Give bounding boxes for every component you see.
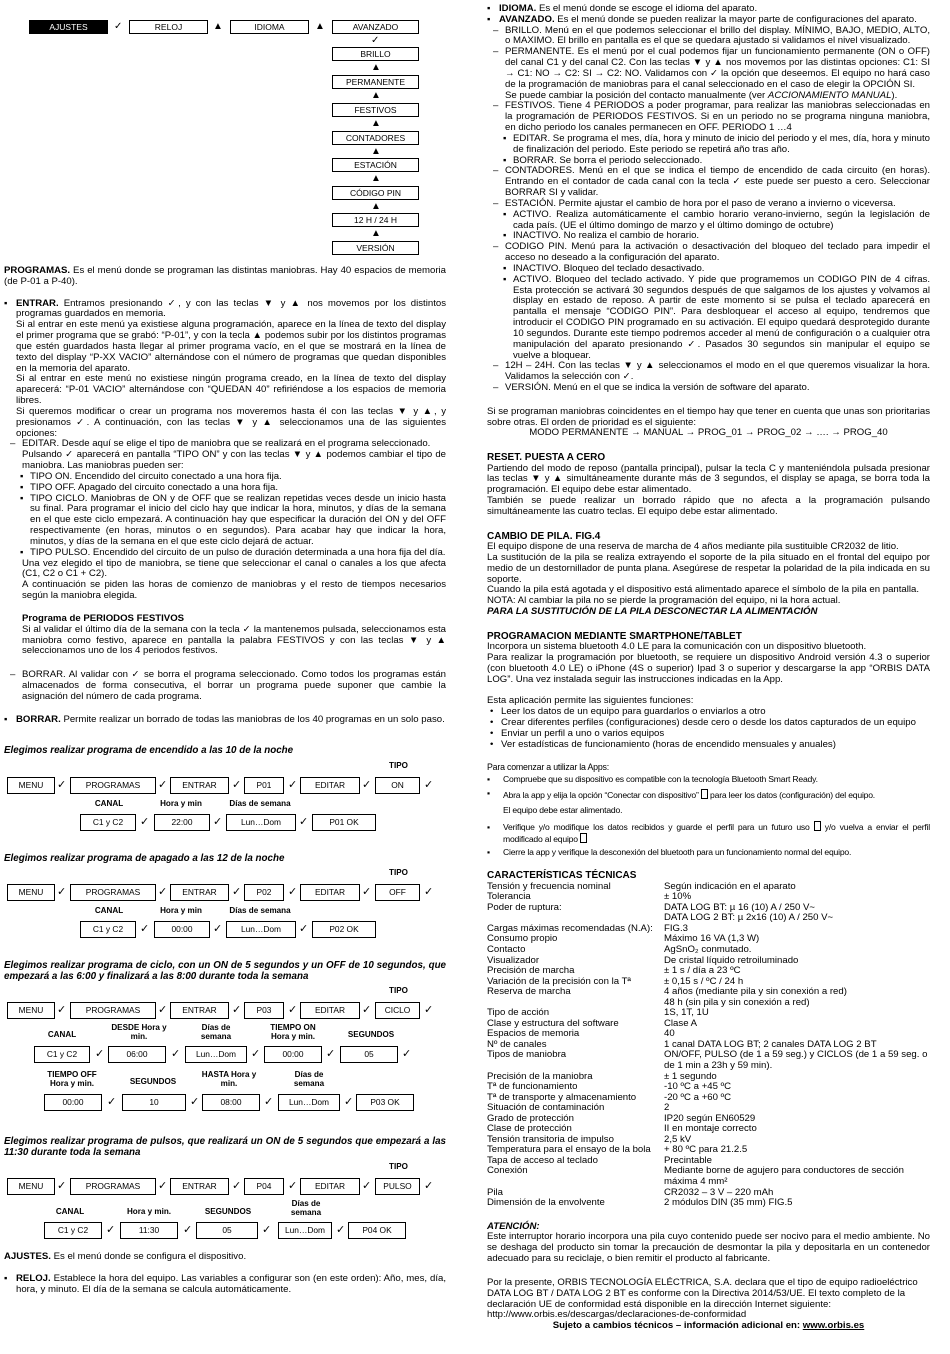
bluetooth-function-item: • Crear diferentes perfiles (configuraciones) desde cero o desde los datos capturados de un equipo [487,718,930,729]
check-icon: ✓ [158,1179,168,1192]
label-tipo: TIPO [389,760,408,770]
spec-key: Tipo de acción [487,1007,550,1019]
bluetooth-step: ▪ Compruebe que su dispositivo es compatible con la tecnología Bluetooth Smart Ready. [487,775,930,785]
codigo-activo-item: ▪ ACTIVO. Bloqueo del teclado activado. Y pide que programemos un CODIGO PIN de 4 cifras. Esta protección se activará 30 segundos después de que salgamos de los ajustes y volvamos al display en estado de reposo. A partir de este momento si se pulsa el teclado aparecerá en pantalla el mensaje “CODIGO PIN”. Para desbloquear el acceso al equipo, tendremos que introducir el CODIGO PIN programado en su activación. El equipo quedará desprotegido durante 10 segundos. Durante este tiempo podremos acceder al menú de configuración o a cualquier otra manipulación del aparato presionando ✓. Pasados 30 segundos sin manipular el equipo se vuelve a bloquear. [487,275,930,362]
check-icon: ✓ [232,1003,242,1016]
arrow-up-icon: ▲ [315,21,325,32]
check-icon: ✓ [288,1003,298,1016]
document-icon [814,821,821,831]
spec-key: Tolerancia [487,891,531,903]
spec-key: Cargas máximas recomendadas (N.A): [487,922,653,934]
check-icon: ✓ [424,1179,434,1192]
label-hora-min: Hora y min [160,798,202,808]
festivos-paragraph: Si al validar el último día de la semana con la tecla ✓ la mantenemos pulsada, seleccionamos esta maniobra como festivo, aparece en pantalla la palabra FESTIVOS y con las teclas ▼ y ▲ seleccionamos uno de los 4 periodos festivos. [22,623,446,657]
check-icon: ✓ [424,885,434,898]
check-icon: ✓ [190,1095,200,1108]
ajustes-paragraph: AJUSTES. Es el menú donde se configura el dispositivo. [4,1250,247,1262]
menu-box-brillo: BRILLO [332,47,419,61]
bluetooth-step: ▪ Cierre la app y verifique la desconexión del bluetooth para un funcionamiento normal del equipo. [487,848,930,858]
prioridad-paragraph: Si se programan maniobras coincidentes en el tiempo hay que tener en cuenta que unas son prioritarias sobre otras. El orden de prioridad es el siguiente: [487,405,930,428]
check-icon: ✓ [362,778,372,791]
flow-box-ok: P01 OK [312,814,376,831]
check-icon: ✓ [232,1179,242,1192]
flow-box-program-number: P04 [244,1178,284,1195]
borrar-option: – BORRAR. Al validar con ✓ se borra el programa seleccionado. Como todos los programas están almacenados de forma consecutiva, el borrar un programa puede suponer que cambie la asignación del número de cada programa. [4,670,446,702]
flow-box-dias: Lun…Dom [226,814,296,831]
check-icon: ✓ [402,1047,412,1060]
spec-value: 2,5 kV [664,1133,692,1145]
check-icon: ✓ [424,1003,434,1016]
spec-row [487,945,930,956]
arrow-up-icon: ▲ [371,201,381,212]
check-icon: ✓ [107,1095,117,1108]
check-icon: ✓ [362,885,372,898]
check-icon: ✓ [362,1179,372,1192]
spec-key: Tª de funcionamiento [487,1081,578,1093]
flow-box-entrar: ENTRAR [170,777,229,794]
flow-box-tiempo-on: 00:00 [264,1046,322,1063]
check-icon: ✓ [264,1095,274,1108]
flow-box-programas: PROGRAMAS [70,1178,156,1195]
right-column [487,4,930,1332]
flow-box-canal: C1 y C2 [34,1046,90,1063]
spec-key: Clase de protección [487,1123,572,1135]
spec-key: Temperatura para el ensayo de la bola [487,1144,651,1156]
declaracion-paragraph: Por la presente, ORBIS TECNOLOGÍA ELÉCTRICA, S.A. declara que el tipo de equipo radioeléctrico DATA LOG BT / DATA LOG 2 BT es conforme con la Directiva 2014/53/UE. El texto completo de la declaración UE de conformidad está disponible en la dirección Internet siguiente: http://www.orbis.es/descargas/declaraciones-de-conformidad [487,1276,918,1321]
spec-value: 4 años (mediante pila y sin conexión a red) [664,986,847,998]
arrow-up-icon: ▲ [371,228,381,239]
arrow-up-icon: ▲ [371,90,381,101]
spec-value: Precintable [664,1154,712,1166]
spec-value: ± 1 segundo [664,1070,717,1082]
prioridad-line: MODO PERMANENTE → MANUAL → PROG_01 → PROG_02 → …. → PROG_40 [529,427,888,439]
check-icon: ✓ [158,885,168,898]
check-icon: ✓ [424,778,434,791]
flow-box-ok: P04 OK [348,1222,406,1239]
reset-paragraph-1: Partiendo del modo de reposo (pantalla principal), pulsar la tecla C y manteniéndola pulsada presionar las teclas ▼ y ▲ simultáneamente durante más de 3 segundos, el display se apaga, se borra toda la programación. El equipo debe estar alimentado. [487,462,930,496]
spec-value: 2 módulos DIN (35 mm) FIG.5 [664,1197,793,1209]
codigo-pin-item: – CODIGO PIN. Menú para la activación o desactivación del bloqueo del teclado para impedir el acceso no deseado a la configuración del aparato. [487,242,930,264]
label-tipo: TIPO [389,867,408,877]
flow-box-hora: 00:00 [154,921,210,938]
editar-option: – EDITAR. Desde aquí se elige el tipo de maniobra que se realizará en el programa seleccionado. Pulsando ✓ aparecerá en pantalla “TIPO ON” y con las teclas ▼ y ▲ podemos cambiar el tipo de maniobra. Las maniobras pueden ser: [4,439,446,471]
label-tiempo-on: TIEMPO ON Hora y min. [270,1022,316,1041]
menu-box-idioma: IDIOMA [230,20,309,34]
menu-box-estacion: ESTACIÓN [332,158,419,172]
check-icon: ✓ [57,1003,67,1016]
menu-tree-diagram [4,0,446,262]
label-dias: Días de semana [293,1069,325,1088]
arrow-up-icon: ▲ [371,173,381,184]
spec-value: -10 ºC a +45 ºC [664,1081,732,1093]
flow-box-entrar: ENTRAR [170,1178,229,1195]
tipo-ciclo-item: ▪ TIPO CICLO. Maniobras de ON y de OFF que se realizan repetidas veces desde un inicio hasta su final. Para programar el inicio del ciclo hay que indicar la hora, minutos, y días de la semana en el que este ciclo empezará. A continuación hay que especificar la duración del ON y del OFF respectivamente (en horas, minutos o en segundos). Para acabar hay que indicar la hora, minutos, y días de la semana en el que este ciclo dejará de actuar. [4,494,446,548]
flow-box-desde: 06:00 [108,1046,166,1063]
menu-box-codigo-pin: CÓDIGO PIN [332,186,419,200]
avanzado-section: ▪ AVANZADO. Es el menú donde se pueden realizar la mayor parte de configuraciones del aparato. [487,15,930,26]
menu-box-version: VERSIÓN [332,241,419,255]
check-icon: ✓ [57,1179,67,1192]
pila-paragraph-3: Cuando la pila está agotada y el dispositivo está alimentado aparece el símbolo de la pila en pantalla. [487,584,919,596]
festivos-heading: Programa de PERIODOS FESTIVOS [22,612,185,624]
flow-box-entrar: ENTRAR [170,884,229,901]
pila-paragraph-4: NOTA: Al cambiar la pila no se pierde la programación del equipo, ni la hora actual. [487,595,841,607]
spec-key: Nº de canales [487,1038,547,1050]
flow-box-program-number: P02 [244,884,284,901]
flow-box-segundos-on: 05 [340,1046,398,1063]
example-1-flow [4,759,446,833]
spec-value: DATA LOG 2 BT: µ 2x16 (10) A / 250 V~ [664,912,834,924]
spec-value: II en montaje correcto [664,1123,757,1135]
check-icon: ✓ [213,922,223,935]
example-4-title: Elegimos realizar programa de pulsos, que realizará un ON de 5 segundos que empezará a las 11:30 durante toda la semana [4,1135,446,1158]
festivos-editar-item: ▪ EDITAR. Se programa el mes, día, hora y minuto de inicio del periodo y el mes, día, hora y minuto de finalización del periodo. Este periodo se repetirá año tras año. [487,134,930,156]
check-icon: ✓ [299,815,309,828]
check-icon: ✓ [171,1047,181,1060]
spec-value: ± 0,15 s / ºC / 24 h [664,975,744,987]
spec-value: Mediante borne de agujero para conductores de sección máxima 4 mm² [664,1165,905,1187]
flow-box-menu: MENU [7,884,55,901]
check-icon: ✓ [344,1095,354,1108]
label-segundos: SEGUNDOS [204,1206,252,1216]
flow-box-editar: EDITAR [300,884,360,901]
label-tiempo-off: TIEMPO OFF Hora y min. [47,1069,97,1088]
label-segundos: SEGUNDOS [129,1076,177,1086]
borrar-all-section: ▪ BORRAR. Permite realizar un borrado de todas las maniobras de los 40 programas en un solo paso. [4,715,446,726]
spec-key: Tensión y frecuencia nominal [487,880,611,892]
footer-line: Sujeto a cambios técnicos – información adicional en: www.orbis.es [552,1320,865,1332]
spec-value: De cristal líquido retroiluminado [664,954,799,966]
check-icon: ✓ [362,1003,372,1016]
device-icon [580,833,587,843]
flow-box-program-number: P03 [244,1002,284,1019]
label-hasta: HASTA Hora y min. [201,1069,257,1088]
arrow-up-icon: ▲ [371,118,381,129]
menu-box-permanente: PERMANENTE [332,75,419,89]
flow-box-editar: EDITAR [300,1002,360,1019]
flow-box-tipo: CICLO [375,1002,420,1019]
check-icon: ✓ [336,1223,346,1236]
menu-box-ajustes: AJUSTES [29,20,108,34]
flow-box-editar: EDITAR [300,777,360,794]
spec-key: Precisión de marcha [487,965,575,977]
spec-value: + 80 ºC para 21.2.5 [664,1144,748,1156]
bluetooth-paragraph-2: Para realizar la programación por bluetooth, se requiere un dispositivo Android versión 4.3 o superior (con bluetooth 4.0 LE) o iPhone (4S o superior) Ipad 3 o superior y descargarse la app “ORBIS DATA LOG”. Una vez instalada seguir las instrucciones indicadas en la App. [487,651,930,685]
flow-box-dias: Lun…Dom [185,1046,247,1063]
flow-box-programas: PROGRAMAS [70,1002,156,1019]
version-item: – VERSIÓN. Menú en el que se indica la versión de software del aparato. [487,383,930,394]
spec-key: Conexión [487,1165,528,1177]
caracteristicas-heading: CARACTERÍSTICAS TÉCNICAS [487,870,637,882]
flow-box-menu: MENU [7,1178,55,1195]
spec-value: FIG.3 [664,922,688,934]
label-segundos: SEGUNDOS [347,1029,395,1039]
tipo-off-item: ▪ TIPO OFF. Apagado del circuito conectado a una hora fija. [4,483,446,494]
flow-box-segundos-off: 10 [122,1094,186,1111]
flow-box-ok: P03 OK [356,1094,414,1111]
bluetooth-step: ▪ Abra la app y elija la opción “Conectar con dispositivo” para leer los datos (configuración) del equipo. El equipo debe estar alimentado. [487,789,930,815]
menu-box-contadores: CONTADORES [332,131,419,145]
label-dias: Días de semana [229,798,291,808]
label-dias: Días de semana [229,905,291,915]
check-icon: ✓ [57,778,67,791]
spec-row [487,1050,930,1071]
orbis-link[interactable]: www.orbis.es [802,1320,865,1332]
spec-key: Tipos de maniobra [487,1049,567,1061]
left-column [4,0,446,1295]
check-icon: ✓ [288,778,298,791]
atencion-text: Este interruptor horario incorpora una pila cuyo contenido puede ser nocivo para el medio ambiente. No se deshaga del producto sin tomar la precaución de desmontar la pila y depositarla en un contenedor adecuado para su reciclaje, o bien remitir el producto al fabricante. [487,1231,930,1265]
flow-box-dias: Lun…Dom [278,1094,340,1111]
check-icon: ✓ [95,1047,105,1060]
example-2-title: Elegimos realizar programa de apagado a las 12 de la noche [4,852,285,864]
brillo-item: – BRILLO. Menú en el que podemos seleccionar el brillo del display. MÍNIMO, BAJO, MEDIO, ALTO, o MAXIMO. El brillo en pantalla es el que se quedara ajustado si validamos el nivel visualizado. [487,26,930,48]
flow-box-programas: PROGRAMAS [70,777,156,794]
flow-box-dias: Lun…Dom [278,1222,332,1239]
spec-value: ON/OFF, PULSO (de 1 a 59 seg.) y CICLOS (de 1 a 59 seg. o de 1 min a 23h y 59 min). [664,1049,928,1071]
spec-key: Tª de transporte y almacenamiento [487,1091,637,1103]
idioma-section: ▪ IDIOMA. Es el menú donde se escoge el idioma del aparato. [487,4,930,15]
label-desde: DESDE Hora y min. [111,1022,167,1041]
spec-value: 48 h (sin pila y sin conexión a red) [664,996,810,1008]
check-icon: ✓ [213,815,223,828]
spec-key: Variación de la precisión con la Tª [487,975,631,987]
spec-key: Situación de contaminación [487,1102,605,1114]
spec-value: 1 canal DATA LOG BT; 2 canales DATA LOG 2 BT [664,1038,877,1050]
check-icon: ✓ [232,885,242,898]
label-tipo: TIPO [389,985,408,995]
arrow-up-icon: ▲ [213,21,223,32]
check-icon: ✓ [57,885,67,898]
spec-value: CR2032 – 3 V – 220 mAh [664,1186,774,1198]
spec-key: Pila [487,1186,503,1198]
spec-key: Tapa de acceso al teclado [487,1154,598,1166]
label-tipo: TIPO [389,1161,408,1171]
label-dias: Días de semana [200,1022,232,1041]
flow-box-hora: 22:00 [154,814,210,831]
spec-key: Espacios de memoria [487,1028,580,1040]
spec-row [487,1166,930,1187]
check-icon: ✓ [140,815,150,828]
festivos-item: – FESTIVOS. Tiene 4 PERIODOS a poder programar, para realizar las maniobras seleccionadas en la programación de PERIODOS FESTIVOS. Si en un periodo no se programa ninguna maniobra, en dicho periodo los canales permanecen en OFF. PERIODO 1 …4 [487,101,930,133]
check-icon: ✓ [183,1223,193,1236]
label-canal: CANAL [94,905,124,915]
menu-box-12h-24h: 12 H / 24 H [332,213,419,227]
flow-box-hasta: 08:00 [202,1094,260,1111]
bluetooth-heading: PROGRAMACION MEDIANTE SMARTPHONE/TABLET [487,630,742,642]
spec-value: DATA LOG BT: µ 16 (10) A / 250 V~ [664,901,816,913]
spec-row [487,1198,930,1209]
spec-value: Según indicación en el aparato [664,880,796,892]
flow-box-tipo: PULSO [375,1178,420,1195]
spec-value: IP20 según EN60529 [664,1112,756,1124]
bluetooth-function-item: • Ver estadísticas de funcionamiento (horas de encendido mensuales y anuales) [487,740,930,751]
flow-box-tipo: ON [375,777,420,794]
spec-row [487,882,930,893]
flow-box-program-number: P01 [244,777,284,794]
pila-paragraph-2: La sustitución de la pila se realiza extrayendo el soporte de la pila situado en el frontal del equipo por medio de un destornillador de punta plana. Asegúrese de respetar la polaridad de la pila indicada en su soporte. [487,551,930,585]
spec-key: Poder de ruptura: [487,901,562,913]
codigo-inactivo-item: ▪ INACTIVO. Bloqueo del teclado desactivado. [487,264,930,275]
check-icon: ✓ [114,21,123,32]
spec-value: ± 1 s / día a 23 ºC [664,965,741,977]
label-hora-min: Hora y min. [126,1206,172,1216]
tipo-pulso-item: ▪ TIPO PULSO. Encendido del circuito de un pulso de duración determinada a una hora fija del día. [4,548,446,559]
spec-value: ± 10% [664,891,692,903]
device-icon [701,789,708,799]
spec-key: Dimensión de la envolvente [487,1197,605,1209]
spec-value: 1S, 1T, 1U [664,1007,709,1019]
label-canal: CANAL [55,1206,85,1216]
check-icon: ✓ [158,1003,168,1016]
flow-box-menu: MENU [7,777,55,794]
12h-24h-item: – 12H – 24H. Con las teclas ▼ y ▲ seleccionamos el modo en el que queremos visualizar la hora. Validamos la selección con ✓. [487,361,930,383]
spec-key: Visualizador [487,954,540,966]
label-dias: Días de semana [290,1198,322,1217]
label-hora-min: Hora y min [160,905,202,915]
label-canal: CANAL [47,1029,77,1039]
bluetooth-function-item: • Leer los datos de un equipo para guardarlos o enviarlos a otro [487,707,930,718]
spec-value: AgSnO₂ conmutado. [664,943,752,955]
spec-key: Reserva de marcha [487,986,571,998]
spec-key: Clase y estructura del software [487,1017,619,1029]
check-icon: ✓ [106,1223,116,1236]
permanente-item: – PERMANENTE. Es el menú por el cual podemos fijar un funcionamiento permanente (ON o OFF) del canal C1 y del canal C2. Con las teclas ▼ y ▲ nos movemos por las distintas opciones: C1: SI → C1: NO → C2: SI → C2: NO. Validamos con ✓ la opción que deseemos. El equipo no hará caso de la programación de maniobras para el canal seleccionado en el caso de elegir la OPCIÓN SI. Se puede cambiar la posición del contacto manualmente (ver ACCIONAMIENTO MANUAL). [487,47,930,101]
arrow-up-icon: ▲ [371,62,381,73]
bluetooth-paragraph-3: Esta aplicación permite las siguientes funciones: [487,695,694,707]
estacion-activo-item: ▪ ACTIVO. Realiza automáticamente el cambio horario verano-invierno, según la legislación de cada país. (UE el último domingo de marzo y el último domingo de octubre) [487,210,930,232]
example-3-title: Elegimos realizar programa de ciclo, con un ON de 5 segundos y un OFF de 10 segundos, que empezará a las 6:00 y finalizará a las 8:00 durante toda la semana [4,959,446,982]
spec-key: Consumo propio [487,933,558,945]
example-4-flow [4,1160,446,1240]
check-icon: ✓ [232,778,242,791]
check-icon: ✓ [326,1047,336,1060]
spec-key: Grado de protección [487,1112,574,1124]
contadores-item: – CONTADORES. Menú en el que se indica el tiempo de encendido de cada circuito (en horas). Entrando en el contador de cada canal con la tecla ✓ este puede ser puesto a cero. Seleccionar BORRAR SI y validar. [487,166,930,198]
flow-box-canal: C1 y C2 [44,1222,102,1239]
specs-table [487,882,930,1209]
flow-box-hora: 11:30 [120,1222,178,1239]
spec-key: Tensión transitoria de impulso [487,1133,614,1145]
flow-box-menu: MENU [7,1002,55,1019]
check-icon: ✓ [262,1223,272,1236]
check-icon: ✓ [288,885,298,898]
flow-box-entrar: ENTRAR [170,1002,229,1019]
check-icon: ✓ [251,1047,261,1060]
example-1-title: Elegimos realizar programa de encendido a las 10 de la noche [4,745,294,757]
check-icon: ✓ [288,1179,298,1192]
flow-box-programas: PROGRAMAS [70,884,156,901]
flow-box-canal: C1 y C2 [80,814,136,831]
menu-box-reloj: RELOJ [129,20,208,34]
spec-key: Contacto [487,943,526,955]
menu-box-avanzado: AVANZADO [332,20,419,34]
pila-warning: PARA LA SUSTITUCIÓN DE LA PILA DESCONECTAR LA ALIMENTACIÓN [487,606,818,617]
flow-box-tiempo-off: 00:00 [44,1094,102,1111]
canal-paragraph: Una vez elegido el tipo de maniobra, se tiene que seleccionar el canal o canales a los que afecta (C1, C2 o C1 + C2). [22,557,446,580]
pila-heading: CAMBIO DE PILA. FIG.4 [487,530,601,542]
menu-box-festivos: FESTIVOS [332,103,419,117]
programas-paragraph: PROGRAMAS. Es el menú donde se programan las distintas maniobras. Hay 40 espacios de memoria (de P-01 a P-40). [4,265,446,287]
entrar-section: ▪ ENTRAR. Entramos presionando ✓, y con las teclas ▼ y ▲ nos movemos por los distintos programas guardados en memoria. Si al entrar en este menú ya existiese alguna programación, aparece en la línea de texto del display el primer programa que se grabó: “P-01”, y con la tecla ▲ podemos subir por los distintos programas que estén guardados hasta llegar al primer programa vacío, en el que se mostrará en la línea de texto del display “P-XX VACIO” alternándose con el número de programas que quedan disponibles en la memoria del aparato. Si al entrar en este menú no existiese ningún programa creado, en la línea de texto del display aparecerá: “P-01 VACIO” alternándose con “QUEDAN 40” refiriéndose a los espacios de memoria libres. Si queremos modificar o crear un programa nos moveremos hasta él con las teclas ▼ y ▲, y presionamos ✓. A continuación, con las teclas ▼ y ▲ seleccionamos una de las siguientes opciones: [4,299,446,440]
spec-value: Clase A [664,1017,698,1029]
estacion-item: – ESTACIÓN. Permite ajustar el cambio de hora por el paso de verano a invierno o viceversa. [487,199,930,210]
pila-paragraph-1: El equipo dispone de una reserva de marcha de 4 años mediante pila sustituible CR2032 de litio. [487,541,899,553]
bluetooth-paragraph-1: Incorpora un sistema bluetooth 4.0 LE para la comunicación con un dispositivo bluetooth. [487,641,867,653]
check-icon: ✓ [371,35,380,46]
bluetooth-steps-intro: Para comenzar a utilizar la Apps: [487,761,609,772]
flow-box-editar: EDITAR [300,1178,360,1195]
flow-box-dias: Lun…Dom [226,921,296,938]
bluetooth-function-item: • Enviar un perfil a uno o varios equipos [487,729,930,740]
spec-value: 40 [664,1028,675,1040]
spec-value: 2 [664,1102,670,1114]
horas-paragraph: A continuación se piden las horas de comienzo de maniobras y el resto de tiempos necesarios según la maniobra elegida. [22,579,446,602]
flow-box-segundos: 05 [196,1222,258,1239]
spec-value: -20 ºC a +60 ºC [664,1091,732,1103]
estacion-inactivo-item: ▪ INACTIVO. No realiza el cambio de horario. [487,231,930,242]
example-3-flow [4,984,446,1116]
flow-box-canal: C1 y C2 [80,921,136,938]
tipo-on-item: ▪ TIPO ON. Encendido del circuito conectado a una hora fija. [4,472,446,483]
atencion-paragraph: ATENCIÓN: [487,1220,540,1232]
spec-key: Precisión de la maniobra [487,1070,593,1082]
flow-box-tipo: OFF [375,884,420,901]
reset-heading: RESET. PUESTA A CERO [487,452,606,464]
reloj-section: ▪ RELOJ. Establece la hora del equipo. Las variables a configurar son (en este orden): Año, mes, día, hora, y minuto. El día de la semana se calcula automáticamente. [4,1274,446,1296]
flow-box-ok: P02 OK [312,921,376,938]
check-icon: ✓ [158,778,168,791]
check-icon: ✓ [140,922,150,935]
bluetooth-step: ▪ Verifique y/o modifique los datos recibidos y guarde el perfil para un futuro uso y/o vuelva a enviar el perfil modificado al equipo [487,821,930,845]
reset-paragraph-2: También se puede realizar un borrado rápido que no afecta a la programación pulsando simultáneamente las cuatro teclas. El equipo debe estar alimentado. [487,495,930,517]
label-canal: CANAL [94,798,124,808]
arrow-up-icon: ▲ [371,146,381,157]
festivos-borrar-item: ▪ BORRAR. Se borra el periodo seleccionado. [487,156,930,167]
spec-value: Máximo 16 VA (1,3 W) [664,933,760,945]
check-icon: ✓ [299,922,309,935]
example-2-flow [4,866,446,940]
